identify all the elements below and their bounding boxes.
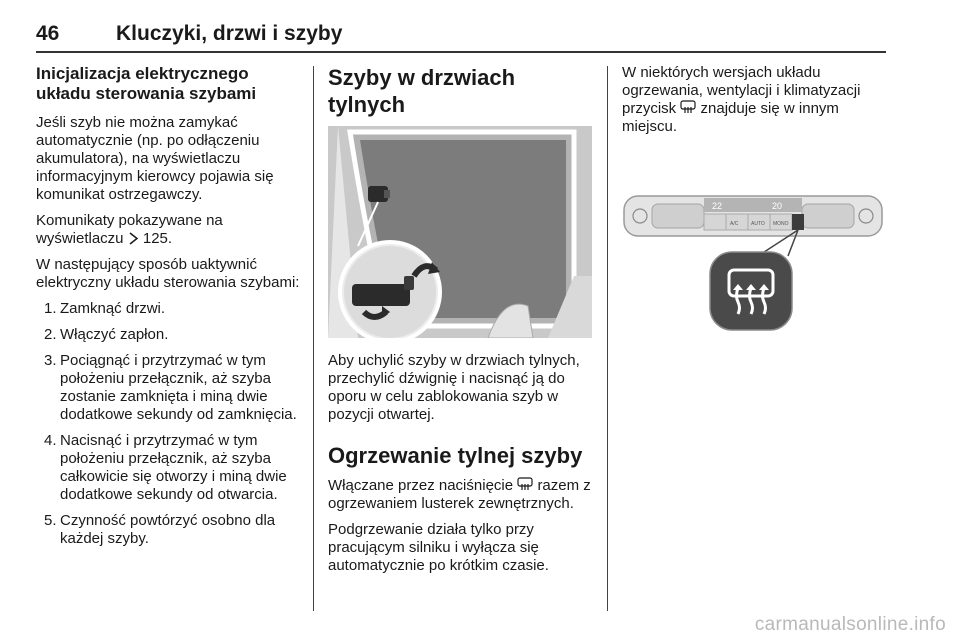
list-text: Włączyć zapłon. (60, 326, 169, 343)
column-divider-1 (313, 66, 314, 611)
rear-defrost-icon (517, 477, 533, 492)
column-divider-2 (607, 66, 608, 611)
list-number: 4. (44, 432, 57, 449)
section-heading-rear-windows: Szyby w drzwiach tylnych (328, 65, 516, 117)
chapter-title: Kluczyki, drzwi i szyby (116, 22, 343, 45)
paragraph: W następujący sposób uaktywnić elektryczny układu sterowania szybami: (36, 256, 300, 291)
paragraph: Aby uchylić szyby w drzwiach tylnych, przechylić dźwignię i nacisnąć ją do oporu w celu zablokowania szyb w pozycji otwartej. (328, 352, 580, 423)
paragraph-text: znajduje się w innym miejscu. (622, 100, 839, 135)
paragraph: Podgrzewanie działa tylko przy pracującym silniku i wyłącza się automatycznie po krótkim czasie. (328, 521, 549, 574)
paragraph-with-icon (622, 64, 888, 136)
rear-defrost-icon (680, 100, 696, 115)
header-rule (36, 51, 886, 53)
list-text: Czynność powtórzyć osobno dla każdej szyby. (60, 512, 276, 547)
list-number: 1. (44, 300, 57, 317)
paragraph-text: Komunikaty pokazywane na wyświetlaczu (36, 212, 223, 247)
column-2 (328, 64, 594, 583)
paragraph-with-reference (36, 212, 304, 248)
paragraph: Jeśli szyb nie można zamykać automatycznie (np. po odłączeniu akumulatora), na wyświetlaczu informacyjnym kierowcy pojawia się komunikat ostrzegawczy. (36, 114, 274, 203)
page-header (36, 22, 886, 52)
column-3 (622, 64, 888, 340)
ac-button-label: A/C (730, 221, 739, 227)
mono-button-label: MONO (773, 221, 789, 227)
paragraph-text: razem z ogrzewaniem lusterek zewnętrznych. (328, 477, 591, 512)
list-item (36, 512, 304, 548)
right-temperature-display: 20 (772, 201, 783, 211)
list-number: 5. (44, 512, 57, 529)
paragraph-with-icon (328, 477, 594, 513)
left-temperature-display: 22 (712, 201, 723, 211)
list-text: Zamknąć drzwi. (60, 300, 166, 317)
list-item (36, 432, 304, 504)
paragraph-text: Włączane przez naciśnięcie (328, 477, 514, 494)
steps-list (36, 300, 304, 548)
list-number: 3. (44, 352, 57, 369)
page-number: 46 (36, 22, 60, 45)
list-text: Nacisnąć i przytrzymać w tym położeniu przełącznik, aż szyba całkowicie się otworzy i miną dwie dodatkowe sekundy od otwarcia. (60, 432, 287, 503)
windshield-defrost-button[interactable] (704, 214, 726, 230)
section-heading-rear-defroster: Ogrzewanie tylnej szyby (328, 443, 583, 468)
rear-defrost-button[interactable] (792, 214, 804, 230)
column-1 (36, 64, 304, 556)
list-text: Pociągnąć i przytrzymać w tym położeniu przełącznik, aż szyba zostanie zamknięta i miną dwie dodatkowe sekundy od zamknięcia. (60, 352, 297, 423)
paragraph-text: W niektórych wersjach układu ogrzewania, wentylacji i klimatyzacji przycisk (622, 64, 861, 117)
page-reference-arrow-icon (128, 232, 139, 245)
auto-button-label: AUTO (751, 221, 765, 227)
section-heading-window-init: Inicjalizacja elektrycznego układu sterowania szybami (36, 64, 257, 103)
watermark: carmanualsonline.info (754, 614, 946, 635)
page-reference-link[interactable]: 125. (142, 230, 173, 247)
climate-control-panel-illustration (622, 190, 886, 340)
list-number: 2. (44, 326, 57, 343)
rear-window-illustration (328, 126, 592, 338)
list-item (36, 326, 304, 344)
list-item (36, 300, 304, 318)
list-item (36, 352, 304, 424)
